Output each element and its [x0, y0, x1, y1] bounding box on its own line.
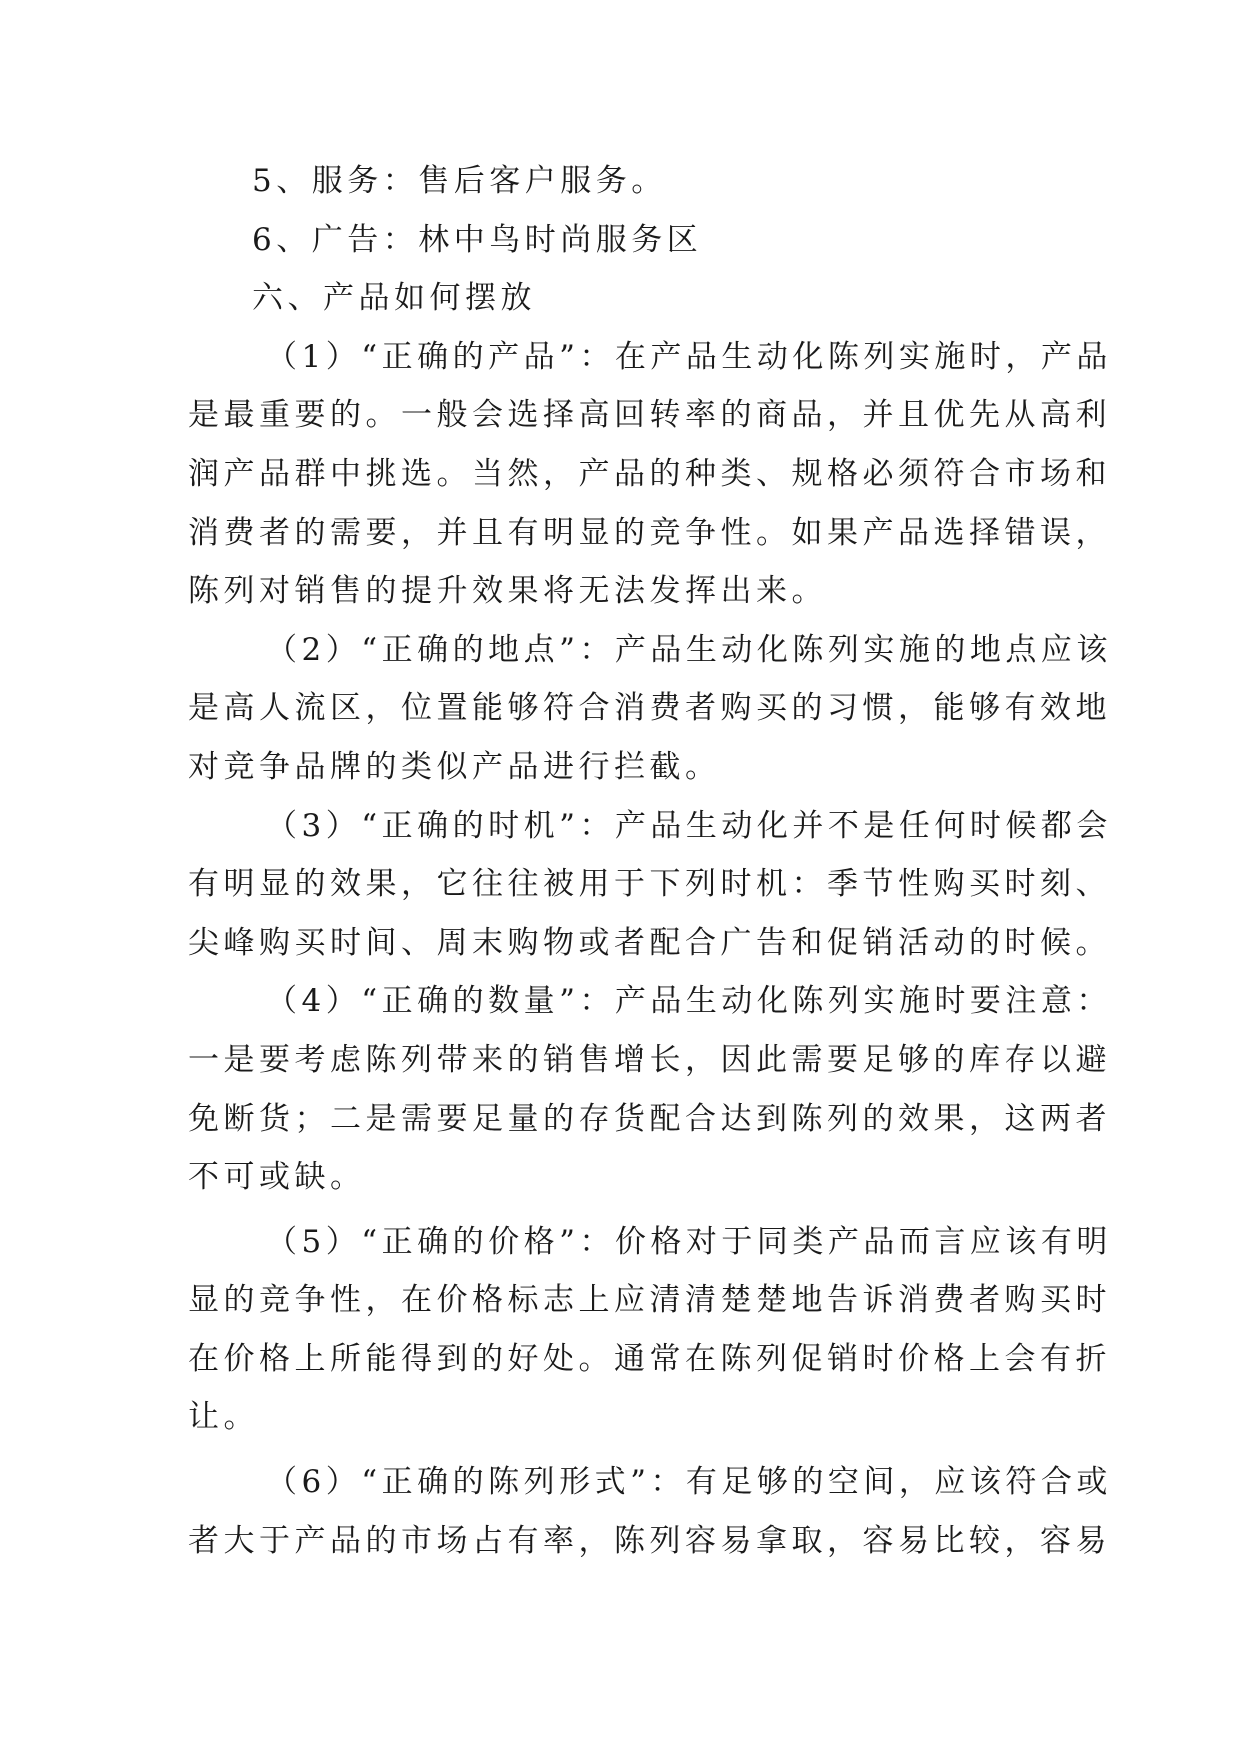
paragraph-4-line-1: （4）“正确的数量”：产品生动化陈列实施时要注意： — [266, 983, 1112, 1020]
list-item-service: 5、服务：售后客户服务。 — [252, 163, 667, 199]
paragraph-6-line-2: 者大于产品的市场占有率，陈列容易拿取，容易比较，容易 — [188, 1522, 1111, 1559]
paragraph-1-line-2: 是最重要的。一般会选择高回转率的商品，并且优先从高利 — [188, 397, 1111, 434]
paragraph-5-line-3: 在价格上所能得到的好处。通常在陈列促销时价格上会有折 — [188, 1340, 1111, 1377]
list-item-advertising: 6、广告：林中鸟时尚服务区 — [252, 221, 703, 258]
paragraph-3-line-3: 尖峰购买时间、周末购物或者配合广告和促销活动的时候。 — [188, 924, 1111, 961]
paragraph-3-line-2: 有明显的效果，它往往被用于下列时机：季节性购买时刻、 — [188, 866, 1111, 903]
section-heading: 六、产品如何摆放 — [252, 280, 536, 317]
paragraph-2-line-3: 对竞争品牌的类似产品进行拦截。 — [188, 748, 721, 785]
document-page — [188, 152, 1112, 1570]
paragraph-5-line-1: （5）“正确的价格”：价格对于同类产品而言应该有明 — [266, 1223, 1112, 1260]
paragraph-3-line-1: （3）“正确的时机”：产品生动化并不是任何时候都会 — [266, 807, 1112, 844]
paragraph-1-line-3: 润产品群中挑选。当然，产品的种类、规格必须符合市场和 — [188, 455, 1111, 492]
paragraph-4-line-4: 不可或缺。 — [188, 1159, 366, 1196]
paragraph-5-line-4: 让。 — [188, 1399, 259, 1436]
paragraph-2-line-2: 是高人流区，位置能够符合消费者购买的习惯，能够有效地 — [188, 690, 1111, 727]
paragraph-5-line-2: 显的竞争性，在价格标志上应清清楚楚地告诉消费者购买时 — [188, 1282, 1111, 1319]
paragraph-2-line-1: （2）“正确的地点”：产品生动化陈列实施的地点应该 — [266, 631, 1112, 668]
paragraph-6-line-1: （6）“正确的陈列形式”：有足够的空间，应该符合或 — [266, 1464, 1112, 1501]
paragraph-4-line-3: 免断货；二是需要足量的存货配合达到陈列的效果，这两者 — [188, 1100, 1111, 1137]
paragraph-1-line-1: （1）“正确的产品”：在产品生动化陈列实施时，产品 — [266, 338, 1112, 375]
paragraph-1-line-4: 消费者的需要，并且有明显的竞争性。如果产品选择错误， — [188, 514, 1111, 551]
paragraph-1-line-5: 陈列对销售的提升效果将无法发挥出来。 — [188, 573, 827, 610]
paragraph-4-line-2: 一是要考虑陈列带来的销售增长，因此需要足够的库存以避 — [188, 1041, 1111, 1078]
